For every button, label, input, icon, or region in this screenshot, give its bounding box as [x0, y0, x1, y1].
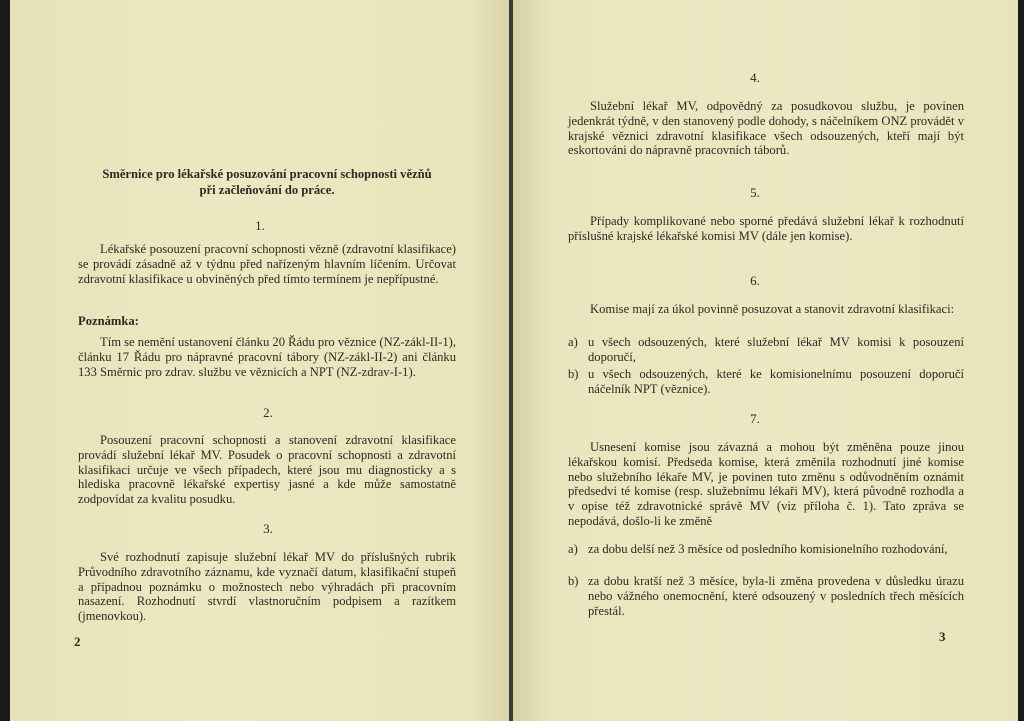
list-text: u všech odsouzených, které ke komisionelnímu posouzení doporučí náčelník NPT (věznice). [588, 367, 964, 396]
section-4-number: 4. [750, 70, 760, 85]
section-1-text: Lékařské posouzení pracovní schopnosti vězně (zdravotní klasifikace) se provádí zásadně až v týdnu před nařízeným hlavním líčením. Určovat zdravotní klasifikace u obviněných před tímto termínem je nepřípustné. [78, 242, 456, 286]
list-label: b) [568, 367, 579, 381]
section-6-text: Komise mají za úkol povinně posuzovat a stanovit zdravotní klasifikaci: [590, 302, 955, 316]
list-text: u všech odsouzených, které služební lékař MV komisi k posouzení doporučí, [588, 335, 964, 364]
section-1-number: 1. [255, 218, 265, 233]
left-page [10, 0, 510, 721]
list-label: a) [568, 542, 578, 556]
section-2-number: 2. [263, 405, 273, 420]
section-2-text: Posouzení pracovní schopnosti a stanovení zdravotní klasifikace provádí služební lékař MV. Posudek o pracovní schopnosti a zdravotní klasifikaci určuje ve všech případech, které jsou mu diagnosticky a s hlediska pracovně lékařské expertisy jasné a kde může samostatně zodpovídat za kvalitu posudku. [78, 433, 456, 507]
section-5-text: Případy komplikované nebo sporné předává služební lékař k rozhodnutí příslušné krajské lékařské komisi MV (dále jen komise). [568, 214, 964, 243]
section-6-number: 6. [750, 273, 760, 288]
section-6-item-b [568, 367, 964, 397]
section-7-item-b [568, 574, 964, 618]
list-text: za dobu kratší než 3 měsíce, byla-li změna provedena v důsledku úrazu nebo vážného onemocnění, které odsouzený v posledních třech měsících přestál. [588, 574, 964, 618]
note-text: Tím se nemění ustanovení článku 20 Řádu pro věznice (NZ-zákl-II-1), článku 17 Řádu pro nápravné pracovní tábory (NZ-zákl-II-2) ani článku 133 Směrnic pro zdrav. službu ve věznicích a NPT (NZ-zdrav-I-1). [78, 335, 456, 379]
list-text: za dobu delší než 3 měsíce od posledního komisionelního rozhodování, [588, 542, 948, 556]
section-6-item-a [568, 335, 964, 365]
page-number-right: 3 [939, 629, 946, 644]
page-number-left: 2 [74, 634, 81, 649]
section-7-number: 7. [750, 411, 760, 426]
section-7-item-a [568, 542, 964, 557]
right-page [513, 0, 1018, 721]
section-5-number: 5. [750, 185, 760, 200]
section-3-number: 3. [263, 521, 273, 536]
note-heading: Poznámka: [78, 314, 139, 328]
list-label: b) [568, 574, 579, 588]
list-label: a) [568, 335, 578, 349]
document-title-line2: při začleňování do práce. [199, 183, 335, 197]
section-3-text: Své rozhodnutí zapisuje služební lékař MV do příslušných rubrik Průvodního zdravotního záznamu, kde vyznačí datum, klasifikační stupeň a případnou poznámku o možnostech nebo výhradách při pracovním nasazení. Rozhodnutí stvrdí vlastnoručním podpisem a razítkem (jmenovkou). [78, 550, 456, 624]
section-4-text: Služební lékař MV, odpovědný za posudkovou službu, je povinen jedenkrát týdně, v den stanovený podle dohody, s náčelníkem ONZ provádět v krajské věznici zdravotní klasifikace všech odsouzených, kteří mají být eskortováni do nápravně pracovních táborů. [568, 99, 964, 158]
document-title-line1: Směrnice pro lékařské posuzování pracovní schopnosti vězňů [102, 167, 432, 181]
section-7-text: Usnesení komise jsou závazná a mohou být změněna pouze jinou lékařskou komisí. Předseda komise, která změnila rozhodnutí jiné komise nebo služebního lékaře MV, je povinen tuto změnu s odůvodněním oznámit předsedvi té komise (resp. služebnímu lékaři MV), která původně rozhodla a v opise též zdravotnické správě MV (viz příloha č. 1). Tato zpráva se nepodává, došlo-li ke změně [568, 440, 964, 528]
